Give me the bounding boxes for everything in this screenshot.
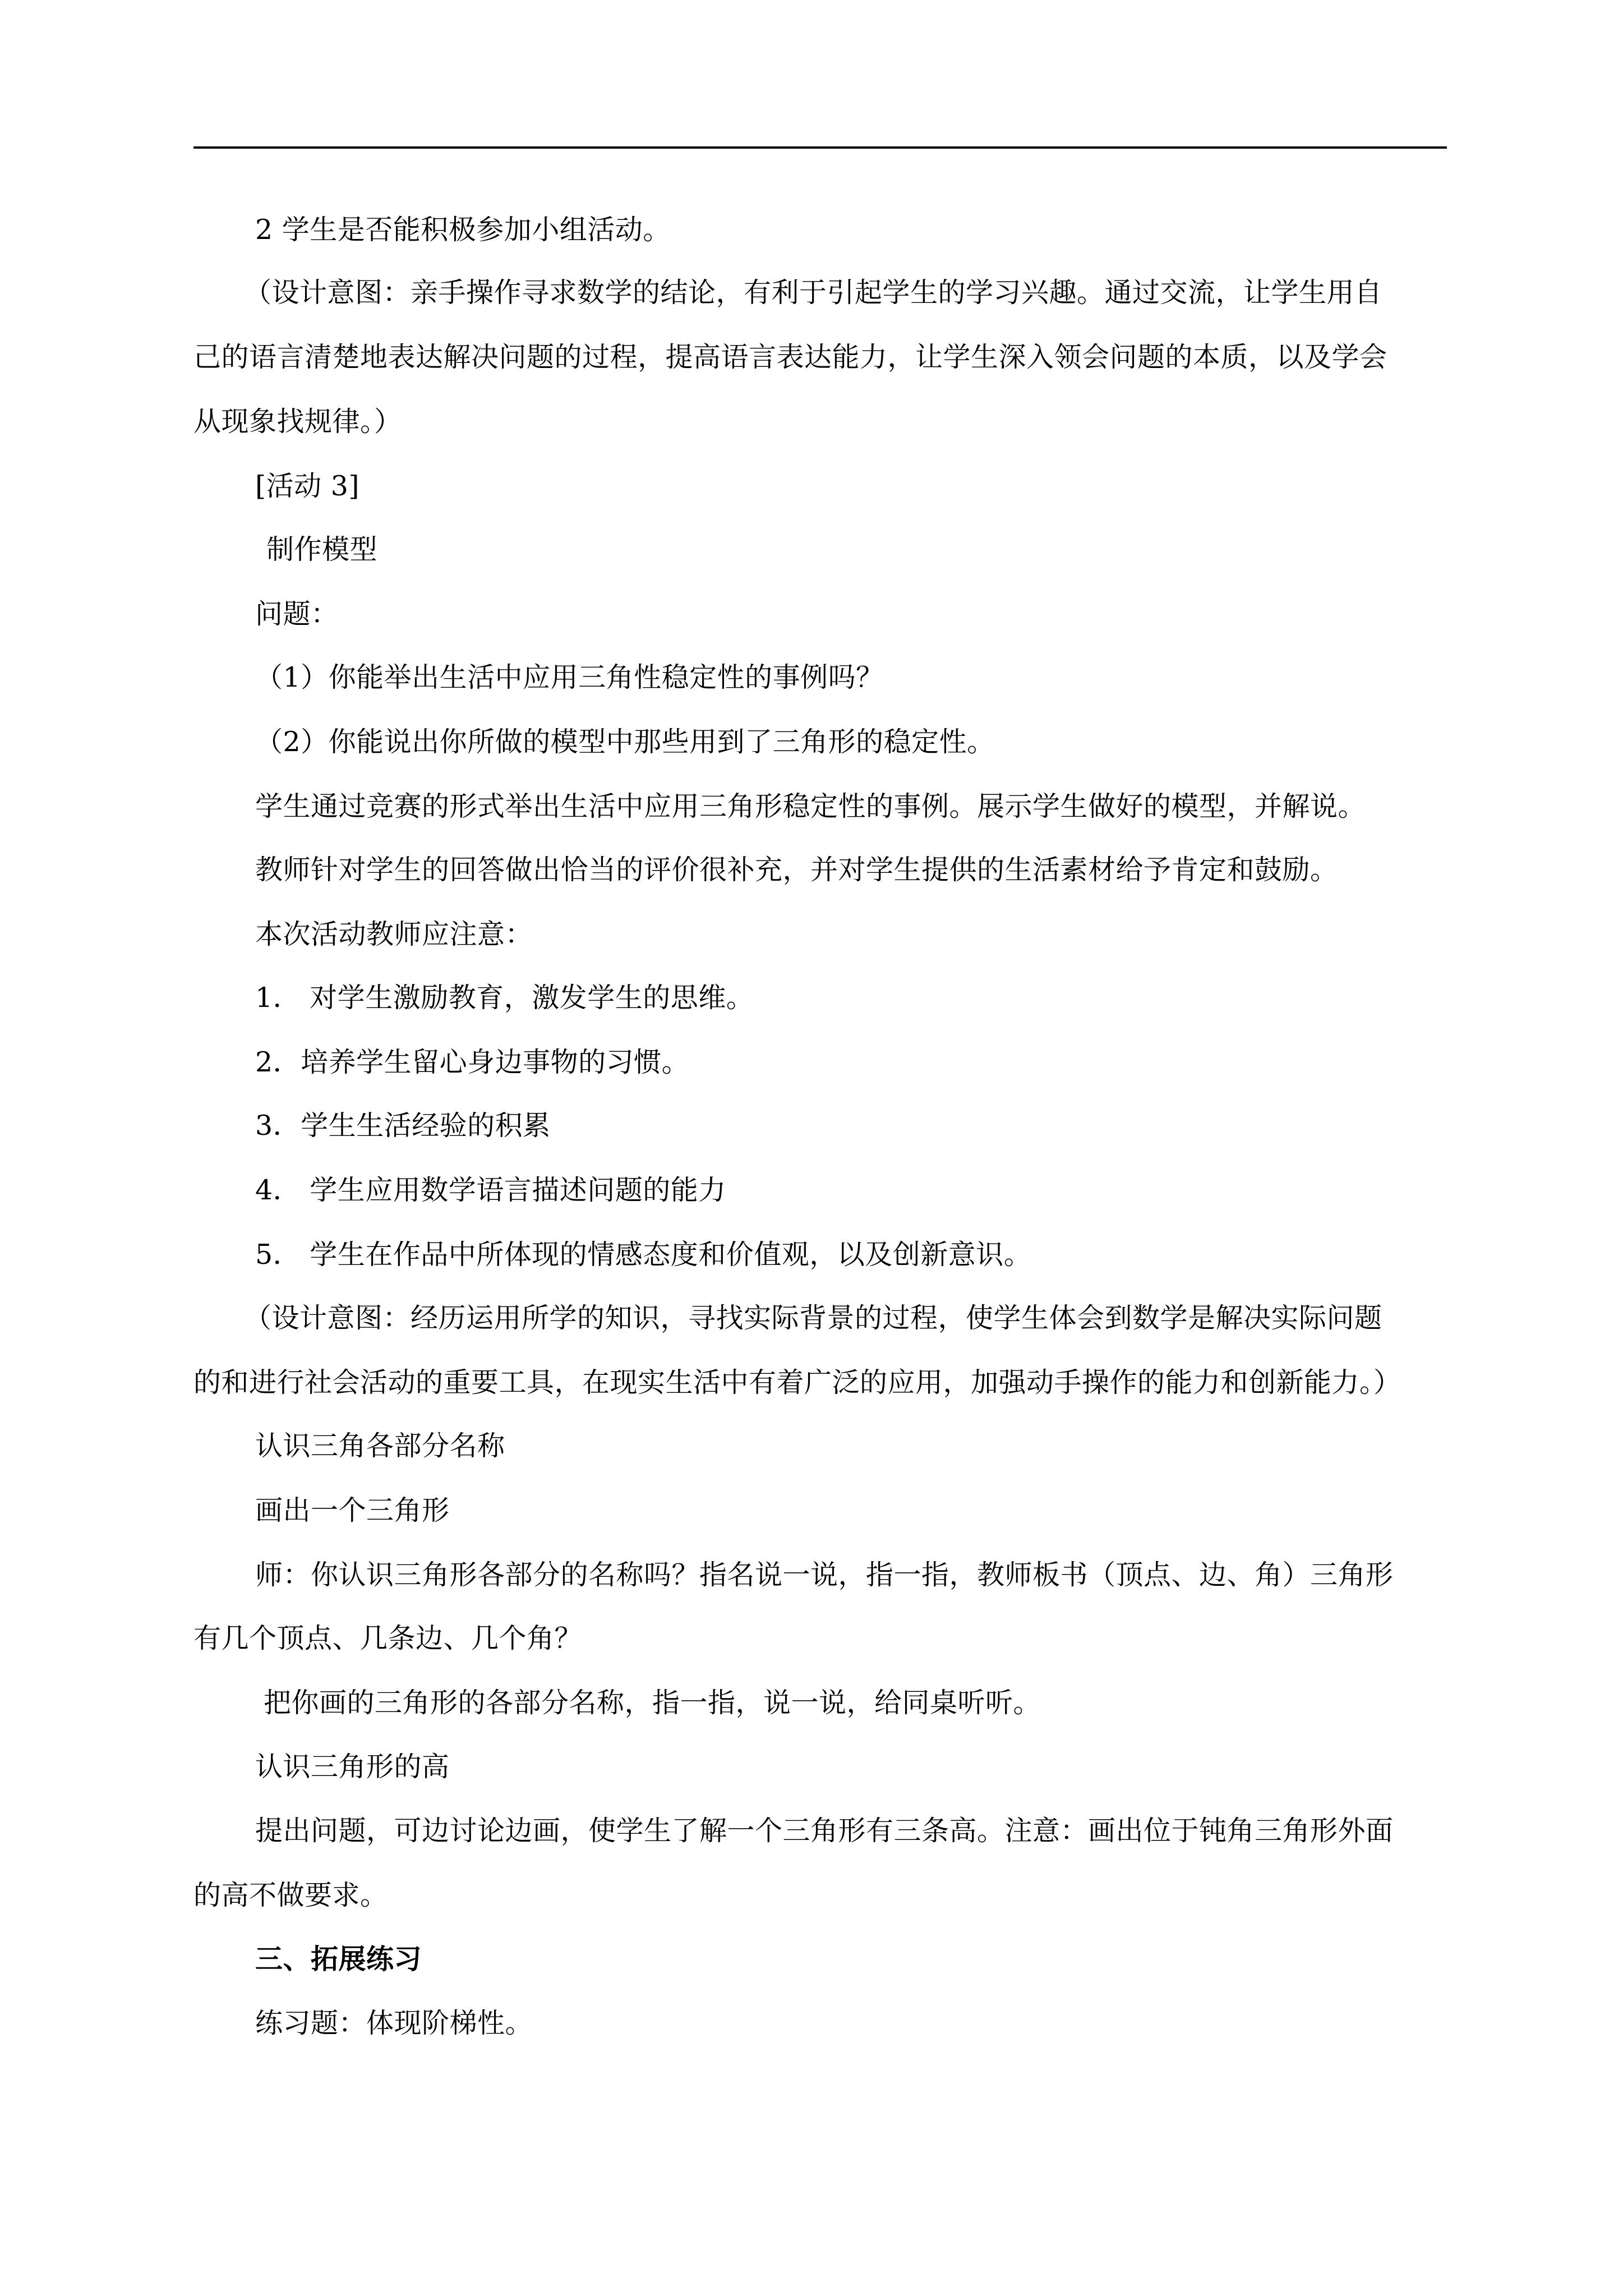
- text-line: 画出一个三角形: [255, 1494, 450, 1526]
- text-line: 认识三角形的高: [255, 1751, 450, 1783]
- text-line: （2）你能说出你所做的模型中那些用到了三角形的稳定性。: [255, 726, 995, 758]
- text-line: 制作模型: [266, 533, 378, 565]
- text-line: 2 学生是否能积极参加小组活动。: [255, 214, 671, 246]
- text-line: （设计意图：亲手操作寻求数学的结论，有利于引起学生的学习兴趣。通过交流，让学生用自: [244, 277, 1382, 309]
- text-line: 本次活动教师应注意：: [255, 918, 533, 950]
- text-line: 从现象找规律。）: [193, 406, 402, 438]
- text-line: 问题：: [255, 598, 339, 630]
- section-heading: 三、拓展练习: [255, 1943, 422, 1975]
- text-line: 认识三角各部分名称: [255, 1430, 505, 1462]
- text-line: 3．学生生活经验的积累: [255, 1110, 551, 1142]
- text-line: 把你画的三角形的各部分名称，指一指，说一说，给同桌听听。: [264, 1687, 1041, 1719]
- text-line: 有几个顶点、几条边、几个角？: [193, 1622, 583, 1654]
- text-line: 2．培养学生留心身边事物的习惯。: [255, 1046, 690, 1078]
- text-line: 提出问题，可边讨论边画，使学生了解一个三角形有三条高。注意：画出位于钝角三角形外面: [255, 1815, 1394, 1847]
- text-line: 教师针对学生的回答做出恰当的评价很补充，并对学生提供的生活素材给予肯定和鼓励。: [255, 854, 1338, 886]
- text-line: 师：你认识三角形各部分的名称吗？指名说一说，指一指，教师板书（顶点、边、角）三角形: [255, 1559, 1394, 1591]
- header-rule: [193, 146, 1447, 149]
- text-line: 的高不做要求。: [193, 1879, 388, 1911]
- text-line: 练习题：体现阶梯性。: [255, 2007, 533, 2039]
- text-line: 4． 学生应用数学语言描述问题的能力: [255, 1174, 726, 1206]
- text-line: 1． 对学生激励教育，激发学生的思维。: [255, 982, 754, 1014]
- text-line: （1）你能举出生活中应用三角性稳定性的事例吗？: [255, 661, 884, 693]
- text-line: （设计意图：经历运用所学的知识，寻找实际背景的过程，使学生体会到数学是解决实际问题: [244, 1302, 1382, 1334]
- text-line: 己的语言清楚地表达解决问题的过程，提高语言表达能力，让学生深入领会问题的本质，以及学会: [193, 341, 1387, 373]
- text-line: 5． 学生在作品中所体现的情感态度和价值观，以及创新意识。: [255, 1239, 1032, 1271]
- text-line: 的和进行社会活动的重要工具，在现实生活中有着广泛的应用，加强动手操作的能力和创新能力。）: [193, 1366, 1401, 1398]
- text-line: 学生通过竞赛的形式举出生活中应用三角形稳定性的事例。展示学生做好的模型，并解说。: [255, 790, 1366, 822]
- text-line: [活动 3]: [255, 470, 359, 502]
